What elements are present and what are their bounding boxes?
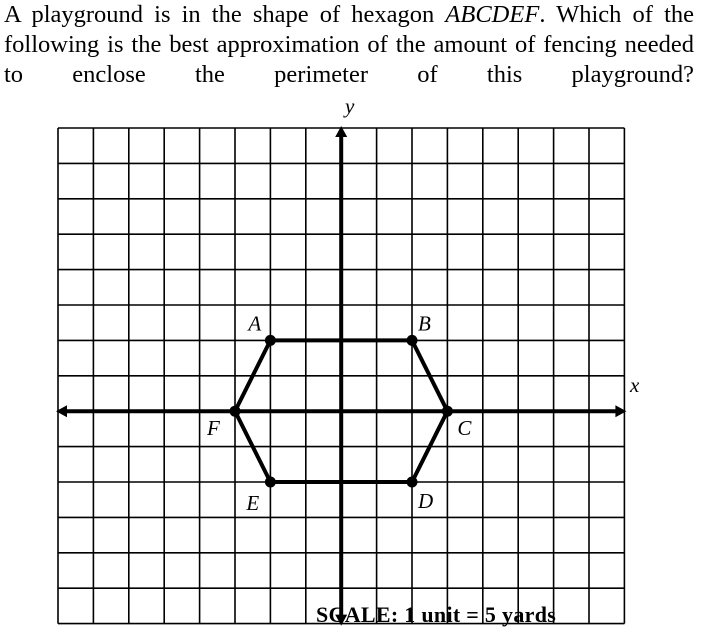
question-part2: . Which of the following is the best approximation of the amount of fencing needed to enclose the perimeter of this playground? xyxy=(4,1,694,88)
vertex-label-a: A xyxy=(248,311,262,336)
vertex-label-e: E xyxy=(246,491,260,515)
vertex-point-f xyxy=(230,406,241,417)
vertex-label-d: D xyxy=(418,489,434,513)
hexagon-name: ABCDEF xyxy=(445,1,540,28)
x-axis-label: x xyxy=(630,373,640,397)
vertex-point-a xyxy=(265,335,276,346)
y-axis-label: y xyxy=(345,94,355,118)
vertex-point-c xyxy=(442,406,453,417)
vertex-label-c: C xyxy=(457,416,472,441)
scale-caption: SCALE: 1 unit = 5 yards xyxy=(316,602,557,627)
vertex-point-e xyxy=(265,477,276,488)
vertex-label-b: B xyxy=(418,311,431,336)
question-part1: A playground is in the shape of hexagon xyxy=(4,1,446,28)
vertex-point-d xyxy=(407,477,418,488)
vertex-label-f: F xyxy=(207,416,220,441)
vertex-point-b xyxy=(407,335,418,346)
